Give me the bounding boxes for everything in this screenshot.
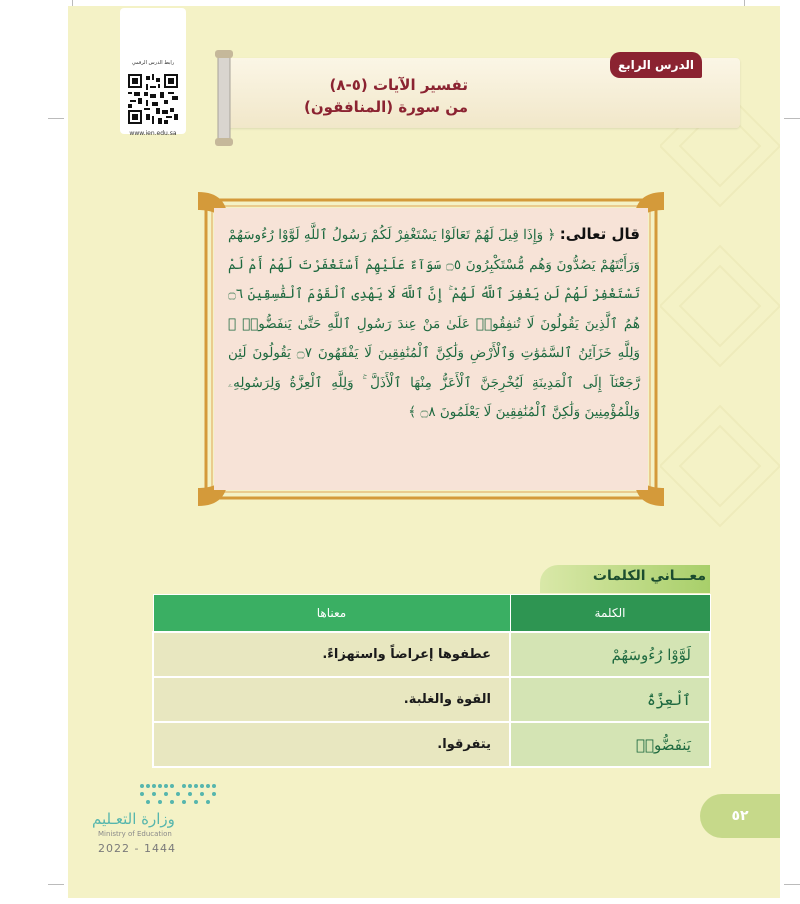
quran-verse bbox=[228, 220, 640, 428]
header-meaning: معناها bbox=[153, 595, 510, 633]
table-row bbox=[153, 722, 710, 767]
verse-lead: قال تعالى: bbox=[559, 225, 641, 243]
verse-body: ﴿ وَإِذَا قِيلَ لَهُمْ تَعَالَوْا يَسْتَغْفِرْ لَكُمْ رَسُولُ ٱللَّهِ لَوَّوْا رُءُوسَهُمْ وَرَأَيْتَهُمْ يَصُدُّونَ وَهُم مُّسْتَكْبِرُونَ ۝٥ سَوَآءٌ عَلَيْهِمْ أَسْتَغْفَرْتَ لَهُمْ أَمْ لَمْ تَسْتَغْفِرْ لَهُمْ لَن يَغْفِرَ ٱللَّهُ لَهُمْ ۚ إِنَّ ٱللَّهَ لَا يَهْدِى ٱلْقَوْمَ ٱلْفَٰسِقِينَ ۝٦ هُمُ ٱلَّذِينَ يَقُولُونَ لَا تُنفِقُوا۟ عَلَىٰ مَنْ عِندَ رَسُولِ ٱللَّهِ حَتَّىٰ يَنفَضُّوا۟ ۗ وَلِلَّهِ خَزَآئِنُ ٱلسَّمَٰوَٰتِ وَٱلْأَرْضِ وَلَٰكِنَّ ٱلْمُنَٰفِقِينَ لَا يَفْقَهُونَ ۝٧ يَقُولُونَ لَئِن رَّجَعْنَآ إِلَى ٱلْمَدِينَةِ لَيُخْرِجَنَّ ٱلْأَعَزُّ مِنْهَا ٱلْأَذَلَّ ۚ وَلِلَّهِ ٱلْعِزَّةُ وَلِرَسُولِهِۦ وَلِلْمُؤْمِنِينَ وَلَٰكِنَّ ٱلْمُنَٰفِقِينَ لَا يَعْلَمُونَ ۝٨ ﴾ bbox=[228, 227, 641, 420]
ministry-name-en: Ministry of Education bbox=[98, 830, 172, 838]
word-cell: ٱلْعِزَّةُ bbox=[510, 677, 710, 722]
decorative-pattern bbox=[660, 86, 780, 566]
ministry-name-ar: وزارة التعـليم bbox=[92, 810, 175, 828]
header-word: الكلمة bbox=[510, 595, 710, 633]
crop-mark bbox=[48, 118, 64, 119]
meaning-cell: عطفوها إعراضاً واستهزاءً. bbox=[153, 632, 510, 677]
crop-mark bbox=[784, 884, 800, 885]
crop-mark bbox=[784, 118, 800, 119]
ministry-logo-icon bbox=[138, 782, 218, 806]
word-cell: لَوَّوْا رُءُوسَهُمْ bbox=[510, 632, 710, 677]
scroll-rod-icon bbox=[214, 50, 234, 146]
crop-mark bbox=[48, 884, 64, 885]
table-row bbox=[153, 677, 710, 722]
word-cell: يَنفَضُّوا۟ bbox=[510, 722, 710, 767]
qr-code-panel[interactable] bbox=[120, 8, 186, 137]
lesson-subtitle: من سورة (المنافقون) bbox=[304, 98, 468, 116]
qr-code-icon bbox=[128, 74, 178, 124]
qr-url[interactable]: www.ien.edu.sa bbox=[129, 130, 177, 137]
meanings-title: معـــاني الكلمات bbox=[592, 568, 706, 584]
qr-label: رابط الدرس الرقمي bbox=[131, 60, 175, 66]
ministry-logo bbox=[92, 780, 232, 860]
meanings-table bbox=[152, 594, 711, 768]
page-number: ٥٢ bbox=[700, 794, 780, 838]
lesson-title: تفسير الآيات (٥-٨) bbox=[329, 76, 468, 94]
meaning-cell: يتفرقوا. bbox=[153, 722, 510, 767]
lesson-badge: الدرس الرابع bbox=[610, 52, 702, 78]
table-row bbox=[153, 632, 710, 677]
meaning-cell: القوة والغلبة. bbox=[153, 677, 510, 722]
ministry-year: 2022 - 1444 bbox=[98, 842, 176, 855]
